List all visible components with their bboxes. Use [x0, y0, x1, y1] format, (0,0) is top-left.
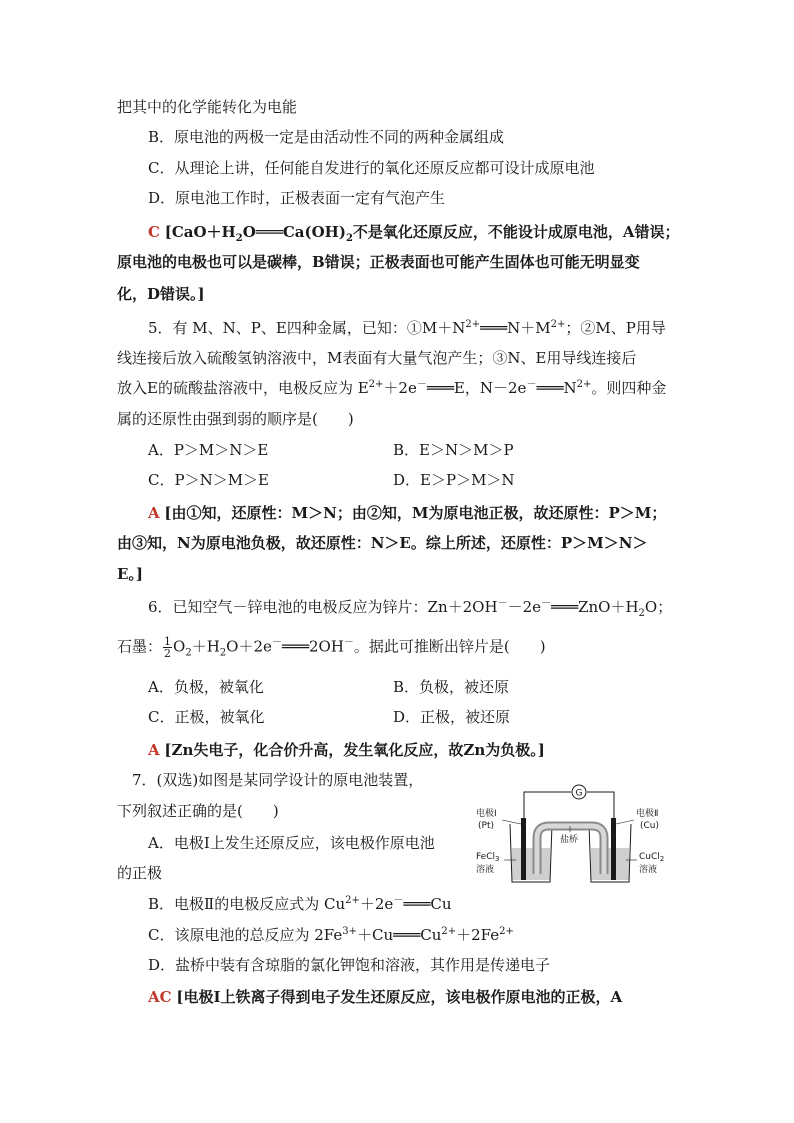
- answer-7: [148, 987, 622, 1007]
- text: ＋2e: [359, 895, 394, 913]
- answer-text: 不是氧化还原反应，不能设计成原电池，A错误；: [352, 223, 680, 241]
- question-5-line-1: [148, 318, 666, 338]
- answer-4-line-1: [148, 222, 680, 242]
- answer-text: O═══Ca(OH): [242, 223, 346, 241]
- subscript: 3: [495, 855, 500, 863]
- text: －2e: [507, 598, 541, 616]
- subscript: 2: [659, 855, 665, 863]
- question-6-line-2: [117, 636, 546, 659]
- text: 。则四种金: [591, 379, 667, 397]
- answer-6: [148, 740, 545, 760]
- superscript: 2+: [550, 319, 566, 330]
- option-b: B．E＞N＞M＞P: [393, 441, 514, 459]
- electrode-2-label: 电极Ⅱ: [636, 809, 659, 819]
- question-6-line-1: [148, 597, 672, 617]
- text: ＋Cu═══Cu: [357, 926, 442, 944]
- option-a-line-1: A．电极Ⅰ上发生还原反应，该电极作原电池: [148, 834, 435, 852]
- question-7-line-1: 7．(双选)如图是某同学设计的原电池装置，: [132, 771, 424, 789]
- electrode-cu: [611, 818, 616, 880]
- text: ＋2e: [383, 379, 417, 397]
- option-b: [148, 894, 452, 914]
- galvanometer-label: G: [575, 788, 583, 799]
- superscript: －: [416, 379, 427, 390]
- answer-5-line-1: [148, 503, 666, 523]
- text: C．该原电池的总反应为 2Fe: [148, 926, 343, 944]
- option-a: A．P＞M＞N＞E: [148, 441, 269, 459]
- fraction-numerator: 1: [164, 635, 172, 648]
- electrode-2-material: (Cu): [640, 821, 660, 831]
- subscript: 2: [345, 233, 353, 244]
- answer-letter: A: [148, 504, 160, 522]
- text: ；②M、P用导: [565, 319, 666, 337]
- left-beaker: [510, 824, 552, 882]
- right-solution-label: [639, 852, 664, 863]
- answer-4-line-2: 原电池的电极也可以是碳棒，B错误；正极表面也可能产生固体也可能无明显变: [117, 253, 640, 271]
- electrode-1-material: (Pt): [478, 821, 494, 831]
- text: 6．已知空气－锌电池的电极反应为锌片：Zn＋2OH: [148, 598, 498, 616]
- subscript: 2: [638, 608, 645, 619]
- option-c: C．P＞N＞M＞E: [148, 471, 270, 489]
- text: ＋2Fe: [456, 926, 500, 944]
- electrode-1-label: 电极Ⅰ: [476, 809, 497, 819]
- wire: [524, 792, 614, 818]
- superscript: 2+: [345, 895, 360, 906]
- galvanometer: [572, 785, 586, 799]
- text: ═══ZnO＋H: [550, 598, 639, 616]
- text-line: 把其中的化学能转化为电能: [117, 98, 298, 116]
- option-d: D．正极，被还原: [393, 708, 511, 726]
- answer-text: [CaO＋H: [164, 223, 236, 241]
- text: O；: [644, 598, 673, 616]
- superscript: 2+: [368, 379, 384, 390]
- text: B．电极Ⅱ的电极反应式为 Cu: [148, 895, 346, 913]
- text: 5．有 M、N、P、E四种金属，已知：①M＋N: [148, 319, 466, 337]
- superscript: 3+: [342, 926, 358, 937]
- superscript: －: [540, 598, 551, 609]
- galvanic-cell-diagram: [474, 778, 684, 888]
- answer-5-line-2: 由③知，N为原电池负极，故还原性：N＞E。综上所述，还原性：P＞M＞N＞: [117, 534, 648, 552]
- answer-4-line-3: 化，D错误。]: [117, 285, 205, 303]
- option-b: B．原电池的两极一定是由活动性不同的两种金属组成: [148, 128, 505, 146]
- subscript: 2: [219, 647, 227, 659]
- question-5-line-3: [117, 378, 666, 398]
- superscript: 2+: [499, 926, 514, 937]
- superscript: 2+: [465, 319, 481, 330]
- text: O: [173, 637, 186, 656]
- subscript: 2: [185, 647, 192, 659]
- salt-bridge-label: 盐桥: [560, 835, 579, 845]
- option-d: D．E＞P＞M＞N: [393, 471, 515, 489]
- text: ═══N＋M: [480, 319, 551, 337]
- question-5-line-2: 线连接后放入硫酸氢钠溶液中，M表面有大量气泡产生；③N、E用导线连接后: [117, 349, 637, 367]
- answer-letter: A: [148, 741, 160, 759]
- option-d: D．原电池工作时，正极表面一定有气泡产生: [148, 189, 446, 207]
- electrode-pt: [521, 818, 526, 880]
- option-c: C．从理论上讲，任何能自发进行的氧化还原反应都可设计成原电池: [148, 159, 595, 177]
- superscript: －: [393, 895, 404, 906]
- right-solution-formula: CuCl: [639, 852, 660, 862]
- text: 。据此可推断出锌片是( ): [353, 637, 546, 656]
- text: ＋H: [191, 637, 220, 656]
- option-c: C．正极，被氧化: [148, 708, 265, 726]
- answer-text: [由①知，还原性：M＞N；由②知，M为原电池正极，故还原性：P＞M；: [164, 504, 667, 522]
- question-7-line-2: 下列叙述正确的是( ): [117, 802, 279, 820]
- answer-text: [Zn失电子，化合价升高，发生氧化反应，故Zn为负极。]: [164, 741, 545, 759]
- option-a: A．负极，被氧化: [148, 678, 264, 696]
- left-solution-label: [476, 852, 499, 863]
- answer-text: [电极Ⅰ上铁离子得到电子发生还原反应，该电极作原电池的正极，A: [176, 988, 623, 1006]
- right-beaker: [589, 824, 631, 882]
- superscript: －: [526, 379, 537, 390]
- superscript: －: [497, 598, 508, 609]
- superscript: －: [343, 637, 354, 649]
- text: 放入E的硫酸盐溶液中，电极反应为 E: [117, 379, 369, 397]
- option-b: B．负极，被还原: [393, 678, 510, 696]
- right-solution-word: 溶液: [639, 865, 658, 875]
- fraction: [163, 636, 172, 659]
- text: ═══2OH: [281, 637, 344, 656]
- left-solution-formula: FeCl: [476, 852, 496, 862]
- text: O＋2e: [226, 637, 272, 656]
- option-d: D．盐桥中装有含琼脂的氯化钾饱和溶液，其作用是传递电子: [148, 956, 551, 974]
- superscript: 2+: [441, 926, 457, 937]
- answer-5-line-3: E。]: [117, 565, 144, 583]
- option-c: [148, 925, 514, 945]
- subscript: 2: [235, 233, 243, 244]
- answer-letter: C: [148, 223, 160, 241]
- text: 石墨：: [117, 637, 163, 656]
- superscript: －: [271, 637, 282, 649]
- text: ═══Cu: [403, 895, 452, 913]
- question-5-line-4: 属的还原性由强到弱的顺序是( ): [117, 410, 354, 428]
- left-solution-word: 溶液: [476, 865, 495, 875]
- superscript: 2+: [576, 379, 592, 390]
- text: ═══E，N－2e: [426, 379, 527, 397]
- text: ═══N: [536, 379, 577, 397]
- answer-letter: AC: [148, 988, 172, 1006]
- fraction-denominator: 2: [164, 647, 172, 660]
- option-a-line-2: 的正极: [117, 864, 163, 882]
